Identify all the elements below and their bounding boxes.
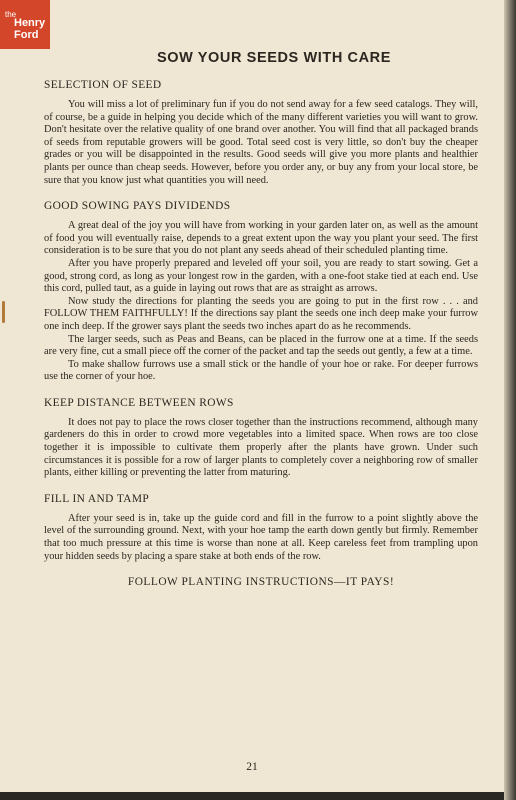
footer-motto: FOLLOW PLANTING INSTRUCTIONS—IT PAYS! [127, 576, 395, 589]
section-keep-distance [44, 397, 478, 480]
section-selection-of-seed [44, 79, 478, 187]
section-fill-in-and-tamp [44, 493, 478, 563]
section-heading: KEEP DISTANCE BETWEEN ROWS [44, 396, 234, 409]
section-good-sowing [44, 200, 478, 384]
page-edge [504, 0, 516, 800]
section-heading: FILL IN AND TAMP [44, 492, 150, 505]
paragraph: After you have properly prepared and leveled off your soil, you are ready to start sowing. Get a good, strong cord, as long as your longest row in the garden, with a one-foot stake tied at each end. Use this cord, pulled taut, as a guide in laying out rows that are as straight as arrows. [44, 257, 478, 295]
paragraph: The larger seeds, such as Peas and Beans, can be placed in the furrow one at a time. If the seeds are very fine, cut a small piece off the corner of the packet and tap the seeds out gently, a few at a time. [44, 333, 478, 358]
paragraph: Now study the directions for planting the seeds you are going to put in the first row . . . and FOLLOW THEM FAITHFULLY! If the directions say plant the seeds one inch deep make your furrow one inch deep. If the grower says plant the seeds two inches apart do as he recommends. [44, 295, 478, 332]
paragraph: To make shallow furrows use a small stick or the handle of your hoe or rake. For deeper furrows use the corner of your hoe. [44, 358, 478, 383]
section-heading: SELECTION OF SEED [44, 79, 162, 91]
logo-text-the: the [5, 10, 17, 19]
page-number: 21 [246, 761, 258, 773]
margin-stain [2, 301, 5, 323]
logo-text-ford: Ford [14, 29, 39, 41]
logo-text-henry: Henry [14, 17, 46, 29]
section-heading: GOOD SOWING PAYS DIVIDENDS [44, 200, 231, 213]
paragraph: You will miss a lot of preliminary fun if you do not send away for a few seed catalogs. They will, of course, be a guide in helping you decide which of the many different varieties you will want to grow. Don't hesitate over the relative quality of one brand over another. You will find that all packaged brands of seeds from reputable growers will be good. Total seed cost is very little, so don't buy the cheaper grades or you will be disappointed in the results. Good seeds will give you more plants and healthier plants per ounce than cheap seeds. However, before you order any, or buy any from your local store, be sure that you know just what quantities you will need. [44, 99, 478, 186]
paragraph: After your seed is in, take up the guide cord and fill in the furrow to a point slightly above the level of the surrounding ground. Next, with your hoe tamp the earth down gently but firmly. Remember that too much pressure at this time is worse than none at all. Keep careless feet from trampling upon your hidden seeds by placing a spare stake at both ends of the row. [44, 512, 478, 562]
paragraph: It does not pay to place the rows closer together than the instructions recommend, although many gardeners do this in order to crowd more vegetables into a limited space. When rows are too close together it is impossible to cultivate them properly after the plants have grown. Under such circumstances it is possible for a row of larger plants to completely cover a neighboring row of smaller plants, either killing or preventing the latter from maturing. [44, 416, 478, 479]
page-title: SOW YOUR SEEDS WITH CARE [156, 50, 392, 66]
henry-ford-logo [0, 0, 50, 49]
paragraph: A great deal of the joy you will have from working in your garden later on, as well as the amount of food you will eventually raise, depends to a great extent upon the way you plant your seed. The first consideration is to be sure that you do not plant any seeds ahead of their scheduled planting time. [44, 220, 478, 257]
